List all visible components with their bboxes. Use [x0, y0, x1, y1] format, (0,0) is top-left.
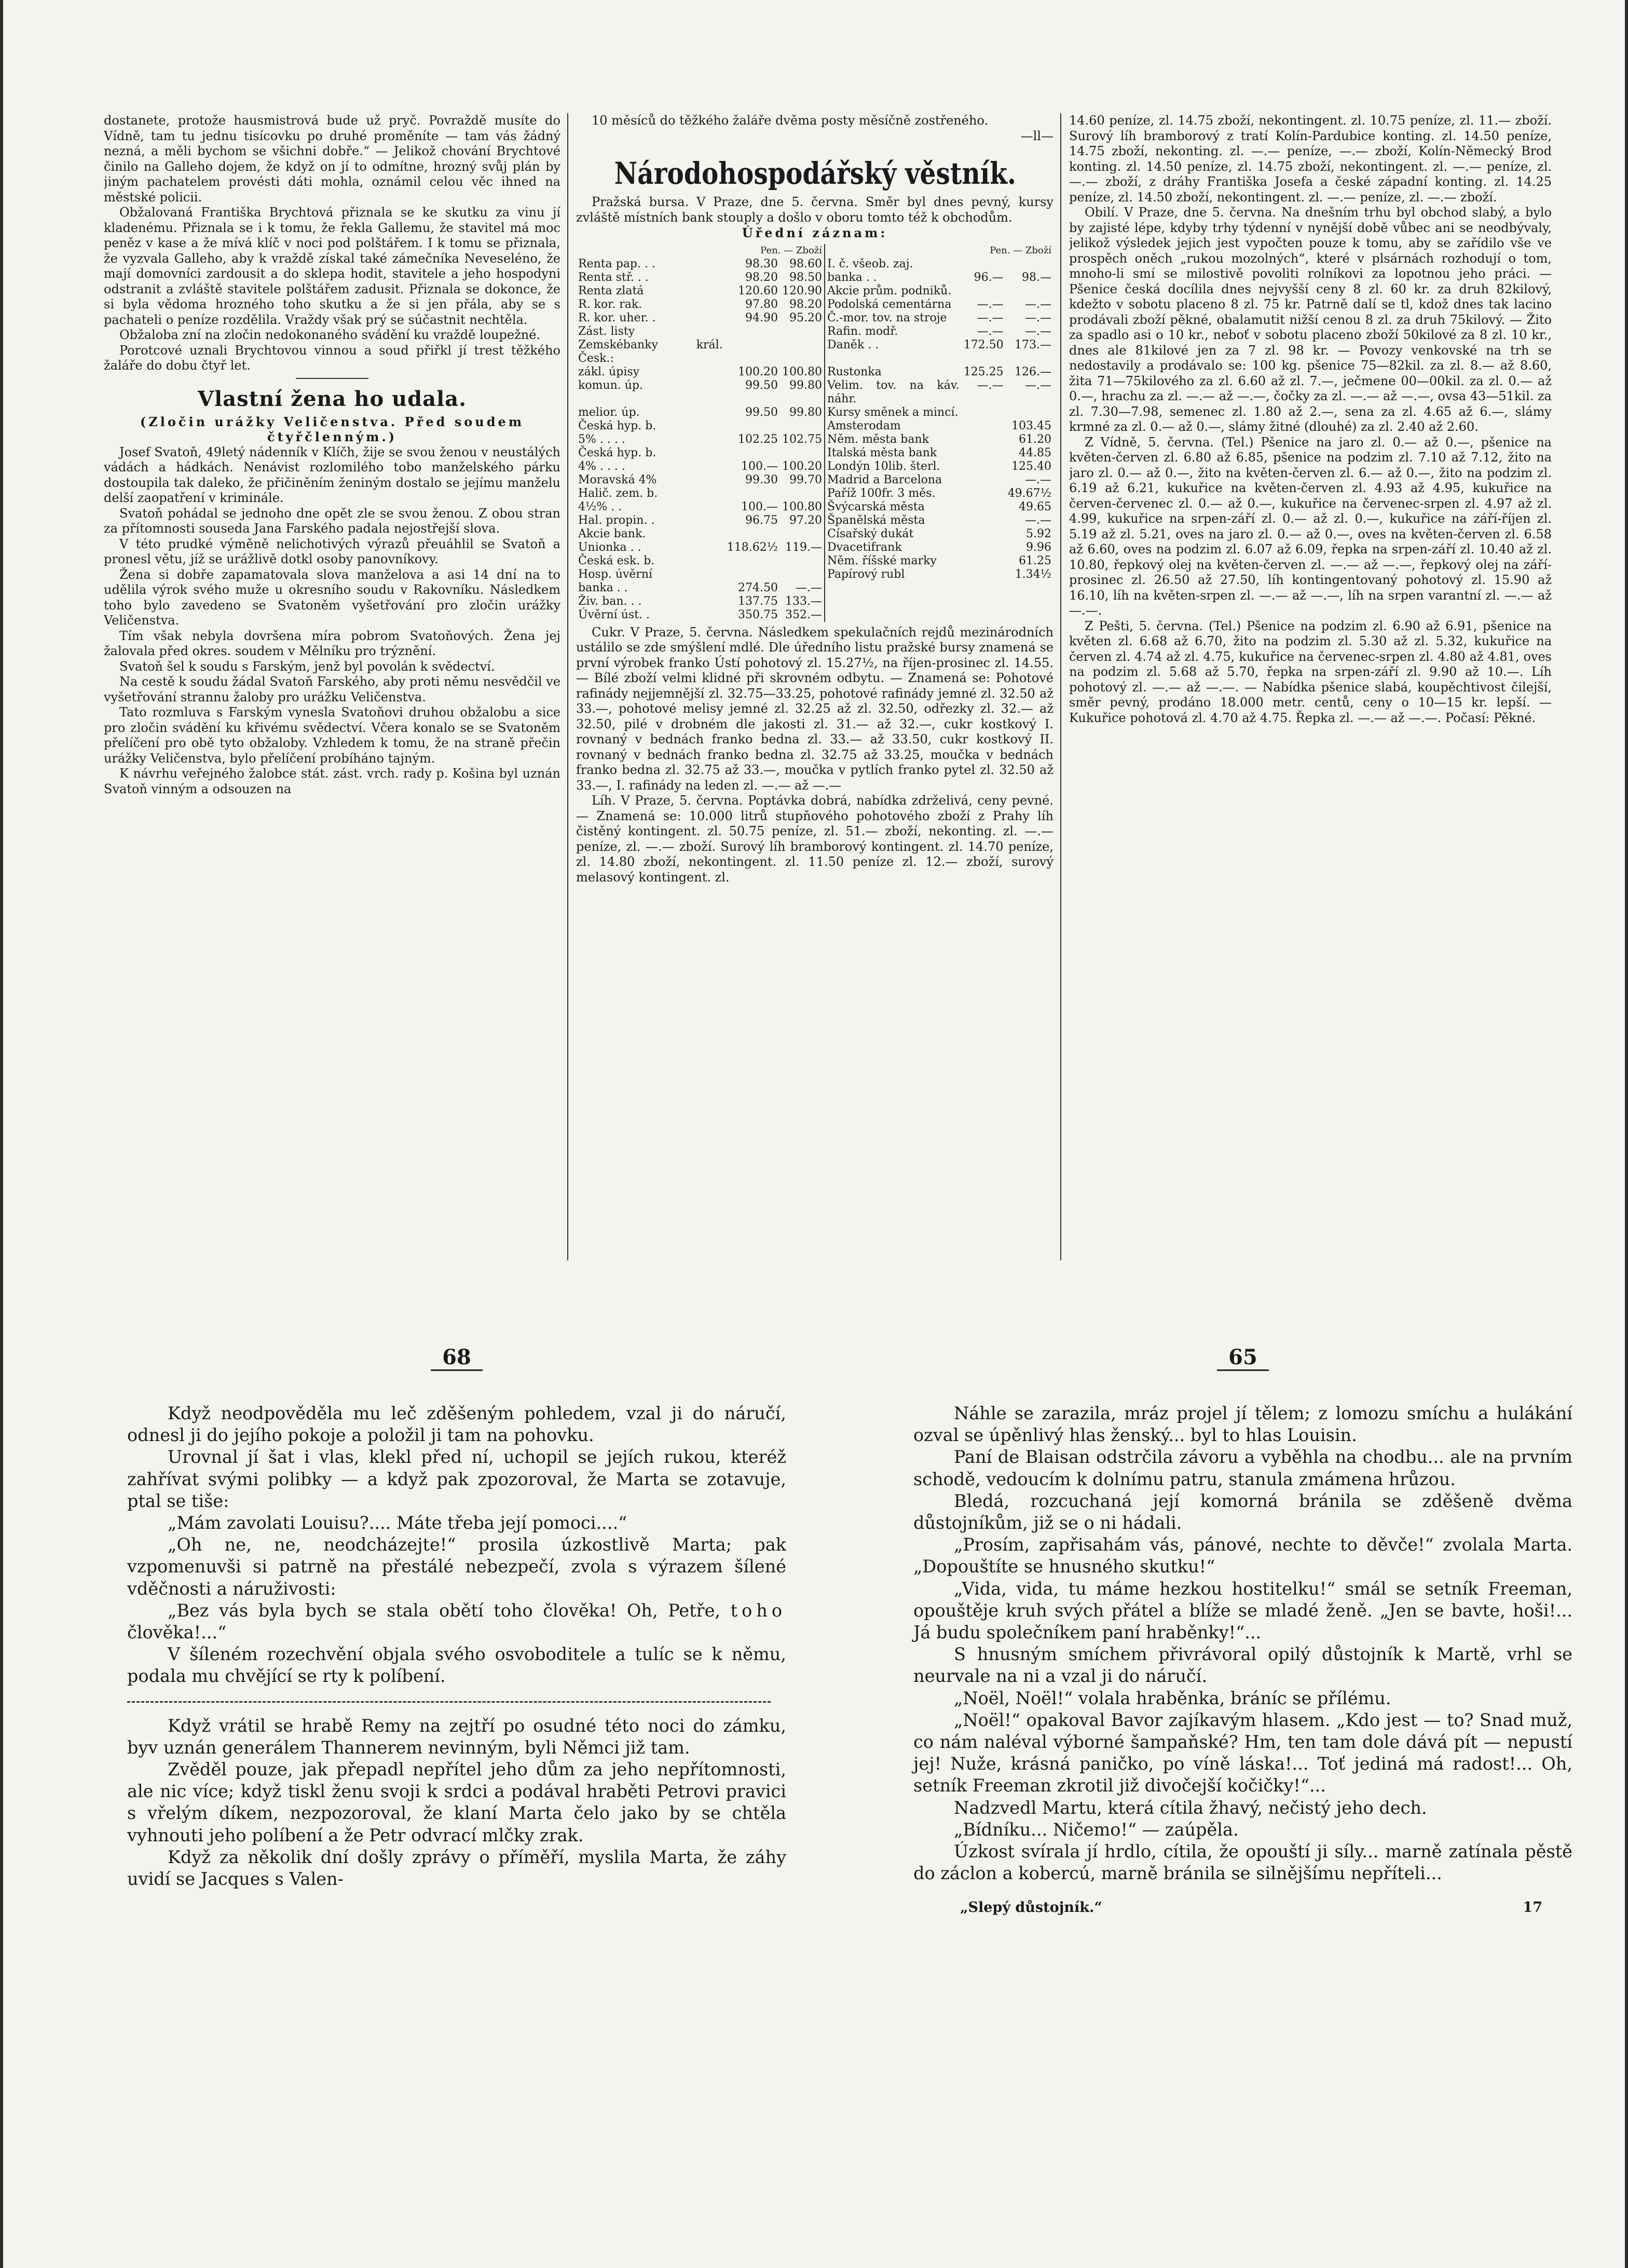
quote-label: banka . .: [825, 271, 962, 284]
quote-value: —.—: [977, 378, 1004, 392]
quote-row: [576, 419, 1054, 433]
quote-label: 5% . . . .: [578, 432, 625, 446]
quote-label: Halič. zem. b.: [578, 486, 658, 500]
novel-paragraph: „Mám zavolati Louisu?.... Máte třeba její pomoci....“: [168, 1513, 627, 1533]
quote-label: Živ. ban. . .: [578, 594, 642, 608]
quote-label: zákl. úpisy: [578, 365, 640, 378]
quote-value: 352.—: [785, 608, 822, 621]
stock-quotes-table: [576, 244, 1054, 622]
quote-label: banka . .: [578, 581, 628, 594]
newspaper-clipping: [91, 113, 1565, 1292]
novel-paragraph: Bledá, rozcuchaná její komorná bránila se zděšeně dvěma důstojníkům, již se o ni hádali.: [913, 1490, 1572, 1533]
quote-label: Hal. propin. .: [578, 513, 655, 527]
quote-row: [576, 406, 1054, 419]
court-report-text: dostanete, protože hausmistrová bude už pryč. Povraždě musíte do Vídně, tam tu jednu tisícovku po druhé proměníte — tam vás žádný nezná, a měli bychom se všichni dobře.“ — Jelikož chování Brychtové činilo na Galleho dojem, že když on jí to odmítne, hrozný svůj plán by jiným pachatelem provésti dáti mohla, oznámil celou věc ihned na městské policii.: [104, 113, 560, 205]
article-paragraph: 10 měsíců do těžkého žaláře dvěma posty měsíčně zostřeného.: [592, 113, 989, 128]
quote-value: 5.92: [1026, 527, 1051, 540]
quote-row: [576, 379, 1054, 406]
quote-value: [725, 419, 780, 433]
article-paragraph: Svatoň pohádal se jednoho dne opět zle se svou ženou. Z obou stran za přítomnosti souseda Jana Farského padala nejostřejší slova.: [104, 506, 560, 536]
quote-value: [962, 460, 1006, 473]
quote-value: [725, 568, 780, 581]
quote-label: [825, 581, 962, 595]
article-paragraph: Josef Svatoň, 49letý nádenník v Klíčh, žije se svou ženou v neustálých vádách a hádkách. Nenávist rozlomilého tobo manželského párku dostoupila tak daleko, že přičiněním ženiným dostalo se jejímu manželu delší zaopatření v kriminále.: [104, 444, 560, 505]
quote-label: 4½% . .: [578, 500, 622, 513]
page-number: 65: [913, 1344, 1572, 1370]
quote-row: [576, 568, 1054, 581]
author-sign: —ll—: [1020, 128, 1054, 143]
quote-label: Papírový rubl: [825, 568, 962, 581]
quote-value: 119.—: [785, 540, 822, 554]
quote-label: Česká hyp. b.: [578, 446, 656, 459]
novel-paragraph: V šíleném rozechvění objala svého osvoboditele a tulíc se k němu, podala mu chvějící se rty k políbení.: [127, 1644, 786, 1687]
quote-value: 97.80: [745, 297, 778, 311]
quote-value: 120.60: [738, 284, 778, 297]
quote-value: [962, 541, 1006, 554]
quote-value: [1006, 581, 1054, 595]
quote-value: [780, 527, 825, 541]
quote-value: 125.25: [963, 365, 1004, 378]
quote-row: [576, 365, 1054, 379]
quote-row: [576, 595, 1054, 608]
quote-label: Rustonka: [825, 365, 962, 379]
quote-label: Císařský dukát: [825, 527, 962, 541]
quote-label: [825, 608, 962, 622]
page-number: 68: [127, 1344, 786, 1370]
quote-value: 120.90: [782, 284, 822, 297]
quote-label: Něm. říšské marky: [825, 554, 962, 568]
quote-value: 133.—: [785, 594, 822, 608]
quote-value: [725, 554, 780, 568]
market-paragraph: 14.60 peníze, zl. 14.75 zboží, nekontingent. zl. 10.75 peníze, zl. 11.— zboží. Surový líh bramborový z tratí Kolín-Pardubice konting. zl. 14.50 peníze, 14.75 zboží, nekonting. zl. —.— peníze, —.— zboží, Kolín-Německý Brod konting. zl. 14.50 peníze, zl. 14.75 zboží, nekontingent. zl. —.— peníze, zl. —.— zboží, z dráhy Františka Josefa a české západní konting. zl. 14.25 peníze, zl. 14.50 zboží, nekontingent. zl. —.— peníze, zl. —.— zboží.: [1069, 113, 1552, 205]
quote-value: 1.34½: [1015, 567, 1051, 581]
novel-paragraph: Nadzvedl Martu, která cítila žhavý, nečistý jeho dech.: [954, 1797, 1427, 1818]
quote-label: Rafin. modř.: [825, 325, 962, 338]
market-paragraph: Pražská bursa. V Praze, dne 5. června. Směr byl dnes pevný, kursy zvláště místních bank stouply a došlo v oboru tomto též k obchodům.: [576, 195, 1054, 225]
quote-value: —.—: [977, 311, 1004, 324]
quote-value: —.—: [1025, 311, 1051, 324]
quote-label: komun. úp.: [578, 378, 644, 392]
quote-value: [1006, 284, 1054, 298]
article-paragraph: Žena si dobře zapamatovala slova manželova a asi 14 dní na to udělila výrok svého muže u okresního soudu v Rakovníku. Následkem toho bylo zavedeno se Svatoněm vyšetřování pro zločin urážky Veličenstva.: [104, 567, 560, 628]
quote-row: [576, 608, 1054, 622]
quote-label: Amsterodam: [825, 419, 962, 433]
quote-value: 118.62½: [727, 540, 778, 554]
quote-label: R. kor. rak.: [578, 297, 642, 311]
quote-value: —.—: [796, 581, 822, 594]
quote-value: [962, 433, 1006, 446]
novel-page-left: [127, 1344, 786, 2139]
newspaper-column-3: [1069, 113, 1552, 1286]
novel-page-right: [913, 1344, 1572, 2139]
quote-row: [576, 541, 1054, 554]
quote-label: Podolská cementárna: [825, 298, 962, 311]
sugar-report: Cukr. V Praze, 5. června. Následkem spekulačních rejdů mezinárodních ustálilo se zde smýšlení mdlé. Dle úředního listu pražské bursy znamená se první výrobek franko Ústí pohotový zl. 15.27½, na říjen-prosinec zl. 14.55. — Bílé zboží velmi klidné při skrovném odbytu. — Znamená se: Pohotové rafinády nejjemnější zl. 32.75—33.25, pohotové rafinády jemné zl. 32.50 až 33.—, pohotové melisy jemné zl. 32.25 až zl. 32.50, odřezky zl. 32.— až 32.50, pilé v drobném dle jakosti zl. 31.— až 32.—, cukr kostkový I. rovnaný v bednách franko bedna zl. 33.— až 33.50, cukr kostkový II. rovnaný v bednách franko bedna zl. 32.75 až 33.25, moučka v bednách franko bedna zl. 32.75 až 33.—, moučka v pytlích franko pytel zl. 32.50 až 33.—, I. rafinády na leden zl. —.— až —.—: [576, 624, 1054, 793]
quote-label: Hosp. úvěrní: [578, 567, 653, 581]
pest-report: Z Pešti, 5. června. (Tel.) Pšenice na podzim zl. 6.90 až 6.91, pšenice na květen zl. 6.68 až 6.70, žito na podzim zl. 5.30 až zl. 5.32, kukuřice na červen zl. 4.74 až zl. 4.75, kukuřice na červenec-srpen zl. 4.80 až 4.81, oves na podzim zl. 5.68 až 5.70, řepka na srpen-září zl. 9.90 až 10.—. Líh pohotový zl. —.— až —.—. — Nabídka pšenice slabá, koupěchtivost čilejší, směr pevný, prodáno 18.000 metr. centů, ceny o 10—15 kr. lepší. — Kukuřice pohotová zl. 4.70 až 4.75. Řepka zl. —.— až —.—. Počasí: Pěkné.: [1069, 618, 1552, 725]
quote-label: I. č. všeob. zaj.: [825, 257, 962, 271]
quote-row: [576, 298, 1054, 311]
quote-label: Renta pap. . .: [578, 257, 655, 270]
quote-value: [962, 568, 1006, 581]
quote-label: Něm. města bank: [825, 433, 962, 446]
newspaper-column-2: [576, 113, 1054, 1286]
quote-row: [576, 527, 1054, 541]
quote-value: [780, 419, 825, 433]
quote-label: Dvacetifrank: [825, 541, 962, 554]
quote-value: [780, 338, 825, 365]
quote-row: [576, 338, 1054, 365]
quote-value: [962, 527, 1006, 541]
quote-value: 99.50: [745, 405, 778, 419]
quote-row: [576, 284, 1054, 298]
quote-value: [962, 554, 1006, 568]
quote-value: [962, 284, 1006, 298]
quote-label: Renta stř. . .: [578, 270, 649, 284]
book-title-footer: „Slepý důstojník.“: [960, 1899, 1102, 1916]
quote-value: 99.80: [789, 405, 822, 419]
quote-label: Č.-mor. tov. na stroje: [825, 311, 962, 325]
quote-label: Italská města bank: [825, 446, 962, 460]
quote-value: [962, 446, 1006, 460]
quote-value: 49.67½: [1007, 486, 1051, 500]
quote-value: [962, 473, 1006, 487]
quote-value: —.—: [1025, 378, 1051, 392]
quote-value: [1006, 595, 1054, 608]
novel-paragraph: „Noël, Noël!“ volala hraběnka, bráníc se přílému.: [954, 1688, 1391, 1708]
novel-paragraph: Urovnal jí šat i vlas, klekl před ní, uchopil se jejích rukou, kteréž zahřívat svými polibky — a když pak zpozoroval, že Marta se zotavuje, ptal se tiše:: [127, 1447, 786, 1511]
novel-paragraph: Paní de Blaisan odstrčila závoru a vyběhla na chodbu... ale na prvním schodě, vedoucím k dolnímu patru, stanula zmámena hrůzou.: [913, 1447, 1572, 1489]
quote-value: —.—: [1025, 513, 1051, 527]
article-paragraph: Svatoň šel k soudu s Farským, jenž byl povolán k svědectví.: [119, 659, 495, 674]
quote-value: 126.—: [1015, 365, 1051, 378]
quote-value: 102.25: [738, 432, 778, 446]
novel-paragraph: „Bídníku... Ničemo!“ — zaúpěla.: [954, 1819, 1239, 1840]
article-paragraph: Tato rozmluva s Farským vynesla Svatoňovi druhou obžalobu a sice pro zločin svádění ku křivému svědectví. Včera konalo se se Svatoněm přelíčení pro obě tyto obžaloby. Vzhledem k tomu, že na straně přečin urážky Veličenstva, bylo přelíčení probíháno tajným.: [104, 705, 560, 766]
column-rule: [1060, 113, 1061, 1260]
quote-value: 61.25: [1019, 554, 1051, 567]
quote-label: Paříž 100fr. 3 měs.: [825, 487, 962, 500]
quote-value: 99.70: [789, 473, 822, 486]
price-column-header: Pen. — Zboží: [825, 244, 1054, 257]
quote-label: Zást. listy: [578, 324, 635, 338]
quote-value: [725, 325, 780, 338]
novel-paragraph: Zvěděl pouze, jak přepadl nepřítel jeho dům za jeho nepřítomnosti, ale nic více; když tiskl ženu svoji k srdci a podával hraběti Petrovi pravici s vřelým díkem, nezpozoroval, že klaní Marta čelo jako by se chtěla vyhnouti jeho políbení a že Petr odvrací mlčky zrak.: [127, 1759, 786, 1845]
quote-value: [725, 446, 780, 460]
novel-paragraph: Když za několik dní došly zprávy o příměří, myslila Marta, že záhy uvidí se Jacques s Valen-: [127, 1846, 786, 1890]
quote-value: [780, 325, 825, 338]
quote-row: [576, 554, 1054, 568]
quote-value: [962, 514, 1006, 527]
quote-value: [962, 406, 1006, 419]
court-report-verdict: Porotcové uznali Brychtovou vinnou a soud přiřkl jí trest těžkého žaláře do dobu čtyř let.: [104, 343, 560, 373]
article-subheadline: (Zločin urážky Veličenstva. Před soudem čtyřčlenným.): [140, 414, 525, 444]
article-paragraph: Tím však nebyla dovršena míra pobrom Svatoňových. Žena jej žalovala před okres. soudem v Mělníku pro trýznění.: [104, 628, 560, 658]
quote-value: [962, 500, 1006, 514]
quote-value: 99.80: [789, 378, 822, 392]
novel-paragraph: „Noël!“ opakoval Bavor zajíkavým hlasem. „Kdo jest — to? Snad muž, co nám naléval výborné šampaňské? Hm, ten tam dole dává pít — nepustí jej! Nuže, krásná paničko, po víně láska!... Toť jediná má radost!... Oh, setník Freeman zkrotil již divočejší kočičky!“...: [913, 1709, 1572, 1796]
quote-value: 102.75: [782, 432, 822, 446]
court-report-text: Obžalovaná Františka Brychtová přiznala se ke skutku za vinu jí kladenému. Přiznala se i k tomu, že řekla Gallemu, že stavitel má moc peněz v kase a že mívá klíč v noci pod polštářem. I k tomu se přiznala, že vyzvala Galleho, aby k vraždě získal také zámečníka Neveseléno, že mají domovníci zardousit a do sklepa hodit, stavitele a jeho hospodyni odstranit a zvláště stavitele polštářem zadusit. Přiznala se dokonce, že si byla vědoma hrozného toho skutku a že si jen přála, aby se s pachateli o peníze rozdělila. Vraždy však prý se súčastnit nechtěla.: [104, 205, 560, 327]
spirits-report: Líh. V Praze, 5. června. Poptávka dobrá, nabídka zdrželivá, ceny pevné. — Znamená se: 10.000 litrů stupňového pohotového zboží z Prahy líh čistěný kontingent. zl. 50.75 peníze, zl. 51.— zboží, nekonting. zl. —.— peníze, zl. —.— zboží. Surový líh bramborový kontingent. zl. 14.70 peníze, zl. 14.80 zboží, nekontingent. zl. 11.50 peníze zl. 12.— zboží, surový melasový kontingent. zl.: [576, 793, 1054, 885]
quote-row: [576, 325, 1054, 338]
quote-value: [780, 446, 825, 460]
quote-value: 97.20: [789, 513, 822, 527]
quote-label: Madrid a Barcelona: [825, 473, 962, 487]
quote-label: Česká esk. b.: [578, 554, 655, 567]
quote-value: [962, 608, 1006, 622]
quote-value: 100.20: [738, 365, 778, 378]
quote-value: [725, 527, 780, 541]
quote-value: 61.20: [1019, 432, 1051, 446]
scan-edge-left: [0, 0, 3, 2268]
quote-value: 9.96: [1026, 540, 1051, 554]
quote-row: [576, 500, 1054, 514]
quote-label: melior. úp.: [578, 405, 640, 419]
quote-value: 99.50: [745, 378, 778, 392]
quote-label: Švýcarská města: [825, 500, 962, 514]
novel-paragraph: Úzkost svírala jí hrdlo, cítila, že opouští ji síly... marně zatínala pěstě do záclon a kobercú, marně bránila se silnějšímu nepříteli...: [913, 1841, 1572, 1884]
quote-value: 100.80: [782, 365, 822, 378]
novel-paragraph: „Prosím, zapřisahám vás, pánové, nechte to děvče!“ zvolala Marta. „Dopouštíte se hnusného skutku!“: [913, 1534, 1572, 1577]
quote-value: 95.20: [789, 311, 822, 324]
quote-row: [576, 257, 1054, 271]
quote-value: —.—: [1025, 324, 1051, 338]
quote-label: Španělská města: [825, 514, 962, 527]
vienna-report: Z Vídně, 5. června. (Tel.) Pšenice na jaro zl. 0.— až 0.—, pšenice na květen-červen zl. 6.80 až 6.85, pšenice na podzim zl. 7.10 až 7.12, žito na jaro zl. 0.— až 0.—, žito na květen-červen zl. 6.— až 0.—, žito na podzim zl. 6.19 až 6.21, kukuřice na květen-červen zl. 4.93 až 4.95, kukuřice na červen-červenec zl. 0.— až 0.—, kukuřice na červenec-srpen zl. 4.97 až zl. 4.99, kukuřice na srpen-září zl. 0.— až zl. 0.—, kukuřice na září-říjen zl. 5.19 až zl. 5.21, oves na jaro zl. 0.— až 0.—, oves na květen-červen zl. 6.58 až 6.60, oves na podzim zl. 6.07 až 6.09, řepka na srpen-září zl. 10.40 až zl. 10.80, řepkový olej na květen-červen zl. —.— až —.—, řepkový olej na září-prosinec zl. 26.50 až 27.50, líh kontingentovaný pohotový zl. 15.90 až 16.10, líh na květen-srpen zl. —.— až —.—, líh na srpen varantní zl. —.— až —.—.: [1069, 434, 1552, 618]
quote-label: Akcie bank.: [578, 527, 646, 540]
quote-value: [962, 419, 1006, 433]
quote-value: 49.65: [1019, 500, 1051, 513]
quote-value: [780, 568, 825, 581]
quote-label: Zemskébanky král. Česk.:: [578, 338, 723, 365]
quote-row: [576, 581, 1054, 595]
price-column-header: Pen. — Zboží: [760, 245, 822, 256]
quote-value: 100.80: [782, 500, 822, 513]
quote-label: R. kor. uher. .: [578, 311, 656, 324]
quote-value: 137.75: [738, 594, 778, 608]
quote-row: [576, 487, 1054, 500]
quote-value: [1006, 257, 1054, 271]
quote-value: [962, 257, 1006, 271]
quote-row: [576, 473, 1054, 487]
newspaper-column-1: [104, 113, 560, 1286]
quote-value: [962, 487, 1006, 500]
quote-label: Velim. tov. na káv. náhr.: [825, 379, 962, 406]
novel-paragraph: S hnusným smíchem přivrávoral opilý důstojník k Martě, vrhl se neurvale na ni a vzal ji do náručí.: [913, 1644, 1572, 1687]
quote-value: 274.50: [738, 581, 778, 594]
quote-value: 98.30: [745, 257, 778, 270]
quote-value: 103.45: [1011, 419, 1051, 432]
quote-row: [576, 433, 1054, 446]
page-footer: [913, 1897, 1572, 1919]
quote-label: 4% . . . .: [578, 459, 625, 473]
quote-value: —.—: [977, 324, 1004, 338]
quote-value: 100.20: [782, 459, 822, 473]
quote-value: [725, 338, 780, 365]
divider: [296, 378, 368, 379]
novel-paragraph: „Bez vás byla bych se stala obětí toho člověka! Oh, Petře, toho člověka!...“: [127, 1600, 786, 1643]
novel-paragraph: Náhle se zarazila, mráz projel jí tělem; z lomozu smíchu a hulákání ozval se úpěnlivý hlas ženský... byl to hlas Louisin.: [913, 1403, 1572, 1446]
quote-value: 173.—: [1015, 338, 1051, 351]
quote-value: [1006, 406, 1054, 419]
quote-value: 98.60: [789, 257, 822, 270]
quote-value: —.—: [1025, 297, 1051, 311]
article-headline: Vlastní žena ho udala.: [197, 386, 467, 411]
quote-value: 125.40: [1011, 459, 1051, 473]
quote-row: [576, 514, 1054, 527]
quote-row: [576, 271, 1054, 284]
quote-row: [576, 460, 1054, 473]
quote-value: 99.30: [745, 473, 778, 486]
quote-value: 100.—: [741, 500, 778, 513]
novel-paragraph: Když neodpověděla mu leč zděšeným pohledem, vzal ji do náručí, odnesl ji do jejího pokoje a položil ji tam na pohovku.: [127, 1403, 786, 1446]
quote-value: [1006, 608, 1054, 622]
quote-value: —.—: [1025, 473, 1051, 486]
quote-label: Kursy směnek a mincí.: [825, 406, 962, 419]
economic-section-title: Národohospodářský věstník.: [614, 156, 1016, 191]
article-paragraph: K návrhu veřejného žalobce stát. zást. vrch. rady p. Košina byl uznán Svatoň vinným a odsouzen na: [104, 766, 560, 796]
quote-row: [576, 446, 1054, 460]
quote-value: 96.75: [745, 513, 778, 527]
quote-value: 98.50: [789, 270, 822, 284]
quote-row: [576, 311, 1054, 325]
quote-value: [725, 487, 780, 500]
quote-value: [962, 595, 1006, 608]
quote-value: 350.75: [738, 608, 778, 621]
quote-value: [780, 554, 825, 568]
quote-label: Londýn 10lib. šterl.: [825, 460, 962, 473]
novel-paragraph: „Oh ne, ne, neodcházejte!“ prosila úzkostlivě Marta; pak vzpomenuvši si patrně na přestálé nebezpečí, zvola s výrazem šílené vděčnosti a náruživosti:: [127, 1534, 786, 1599]
novel-paragraph: „Vida, vida, tu máme hezkou hostitelku!“ smál se setník Freeman, opouštěje kruh svých přátel a blíže se mladé ženě. „Jen se bavte, hoši!... Já budu společníkem paní hraběnky!“...: [913, 1578, 1572, 1643]
signature-number: 17: [1523, 1899, 1542, 1916]
article-paragraph: Na cestě k soudu žádal Svatoň Farského, aby proti němu nesvědčil ve vyšetřování strannu žaloby pro urážku Veličenstva.: [104, 674, 560, 704]
quote-value: 98.20: [745, 270, 778, 284]
quote-value: 44.85: [1019, 446, 1051, 459]
quotes-header-row: [576, 244, 1054, 257]
article-paragraph: V této prudké výměně nelichotivých výrazů přeuáhlil se Svatoň a pronesl větu, jíž se urážlivě dotkl osoby panovníkovy.: [104, 536, 560, 566]
quote-value: [780, 487, 825, 500]
quote-value: 172.50: [963, 338, 1004, 351]
court-report-text: Obžaloba zní na zločin nedokonaného svádění ku vraždě loupežné.: [119, 328, 541, 342]
quote-label: Daněk . .: [825, 338, 962, 365]
quote-value: 96.—: [974, 270, 1004, 284]
quote-value: 98.—: [1022, 270, 1051, 284]
quote-value: [962, 581, 1006, 595]
grain-report: Obilí. V Praze, dne 5. června. Na dnešním trhu byl obchod slabý, a bylo by zajisté lépe, kdyby trhy týdenní v nynější době vůbec ani se neodbývaly, jelikož výsledek jejich jest vypočten pouze k tomu, aby se zařídilo vše ve prospěch oněch „rukou mozolných“, které v plsárnách rozhodují o tom, mnoho-li smí se milostivě povoliti rolníkovi za lopotnou jeho práci. — Pšenice česká docílila dnes nejvyšší ceny 8 zl. 60 kr. za druh 82kilový, kdežto v sobotu placeno 8 zl. 75 kr. Patrně dalí se tl, kdož dnes tak lacino prodávali zboží pěkné, obalamutit nižší cenou 8 zl. za druh 75kilový. — Žito za spadlo asi o 10 kr., neboť v sobotu placeno zboží 50kilové za 8 zl. 10 kr., dnes ale 81kilové jen za 7 zl. 98 kr. — Povozy venkovské na trh se nedostavily a prodávalo se: 100 kg. pšenice 75—82kil. za zl. 8.— až 8.60, žita 71—75kilového za zl. 6.60 až zl. 7.—, ječmene 00—00kil. za zl. 0.— až 0.—, hrachu za zl. —.— až —.—, čočky za zl. —.— až —.—, ovsa 43—51kil. za zl. 7.30—7.98, semenec zl. 1.80 až 2.—, sena za zl. 4.65 až 6.—, slámy krmné za zl. 0.— až 0.—, slámy žitné (dlouhé) za zl. 2.40 až 2.60.: [1069, 205, 1552, 434]
column-rule: [567, 113, 568, 1260]
quote-label: Úvěrní úst. .: [578, 608, 650, 621]
quote-value: 94.90: [745, 311, 778, 324]
quote-label: Moravská 4%: [578, 473, 657, 486]
quote-label: Unionka . .: [578, 540, 641, 554]
quote-label: Renta zlatá: [578, 284, 644, 297]
quote-label: [825, 595, 962, 608]
quote-label: Akcie prům. podniků.: [825, 284, 962, 298]
scan-edge-right: [1625, 0, 1628, 2268]
quotes-heading: Úřední záznam:: [742, 225, 888, 240]
novel-paragraph: Když vrátil se hrabě Remy na zejtří po osudné této noci do zámku, byv uznán generálem Thannerem nevinným, byli Němci již tam.: [127, 1715, 786, 1758]
quote-value: 98.20: [789, 297, 822, 311]
quote-value: —.—: [977, 297, 1004, 311]
quote-label: Česká hyp. b.: [578, 419, 656, 432]
quote-value: 100.—: [741, 459, 778, 473]
section-divider: [127, 1701, 771, 1703]
